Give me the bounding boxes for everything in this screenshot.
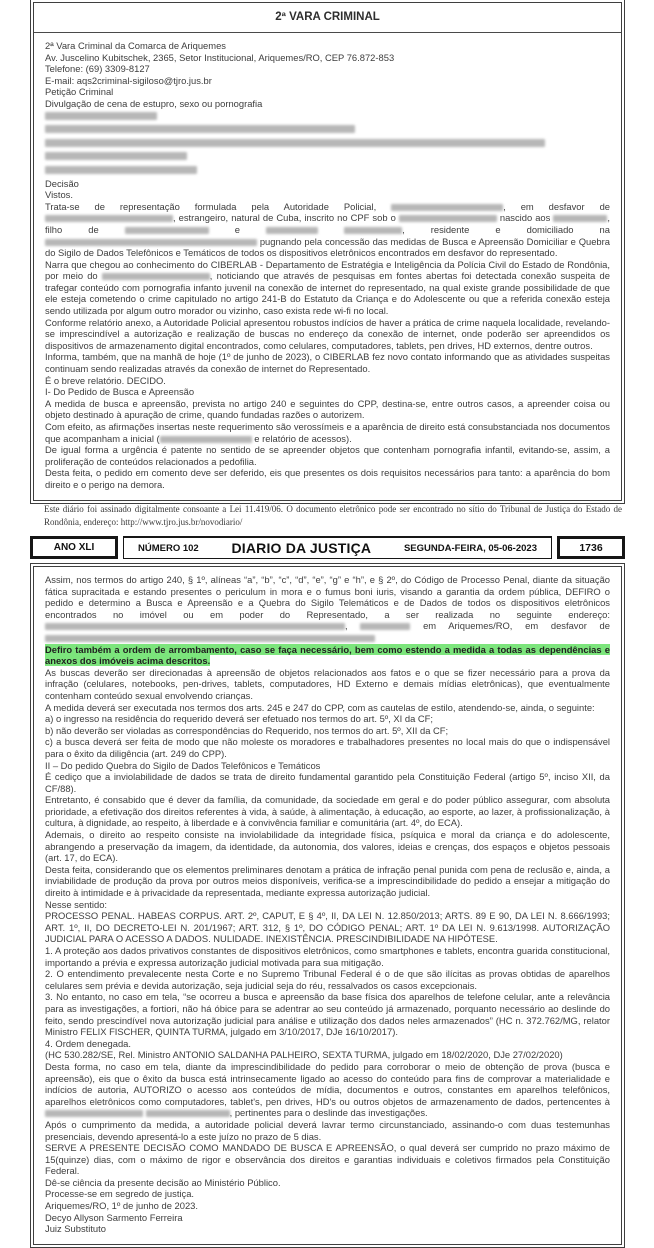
paragraph: PROCESSO PENAL. HABEAS CORPUS. ART. 2º, CAPUT, E § 4º, II, DA LEI N. 12.850/2013; ARTS. 89 E 90, DA LEI N. 8.666/1993; ART. 1º, II, DO DECRETO-LEI N. 201/1967; ART. 312, § 1º, DO CÓDIGO PENAL; ART. 1º DA LEI N. 9.613/1998. AUTORIZAÇÃO JUDICIAL PARA O ACESSO A DADOS. NULIDADE. INEXISTÊNCIA. PRESCINDIBILIDADE NA HIPÓTESE.: [45, 910, 610, 945]
redacted-line: [45, 150, 610, 164]
paragraph: Entretanto, é consabido que é dever da família, da comunidade, da sociedade em geral e do poder público assegurar, com absoluta prioridade, a efetivação dos direitos referentes à vida, à saúde, à alimentação, à educação, ao esporte, ao lazer, à profissionalização, à cultura, à dignidade, ao respeito, à liberdade e à convivência familiar e comunitária (art. 4º, do ECA).: [45, 794, 610, 829]
redacted-text: [45, 166, 197, 174]
journal-year-badge: ANO XLI: [30, 536, 118, 559]
journal-title: DIARIO DA JUSTIÇA: [231, 540, 372, 556]
paragraph: 2. O entendimento prevalecente nesta Corte e no Supremo Tribunal Federal é o de que são ilícitas as provas obtidas de aparelhos celulares sem prévia e devida autorização, seja judicial seja do réu, ressalvados os casos excepcionais.: [45, 968, 610, 991]
redacted-text: [45, 125, 355, 133]
paragraph: As buscas deverão ser direcionadas à apreensão de objetos relacionados aos fatos e o que se fizer necessário para a prova da infração (celulares, notebooks, pen-drives, tablets, computadores, HD Externo e demais mídias eletrônicas), que eventualmente contenham conteúdo sexual envolvendo crianças.: [45, 666, 610, 701]
redacted-text: [266, 227, 318, 234]
paragraph: b) não deverão ser violadas as correspondências do Requerido, nos termos do art. 5º, XII da CF;: [45, 724, 449, 736]
digital-signature-footnote: Este diário foi assinado digitalmente consoante a Lei 11.419/06. O documento eletrônico pode ser encontrado no sítio do Tribunal de Justiça do Estado de Rondônia, endereço: http://www.tjro.jus.br/novodiario/: [44, 504, 622, 527]
paragraph: Dê-se ciência da presente decisão ao Ministério Público.: [45, 1176, 281, 1188]
paragraph: É o breve relatório. DECIDO.: [45, 374, 166, 386]
paragraph: De igual forma a urgência é patente no sentido de se apreender objetos que contenham pornografia infantil, evitando-se, assim, a proliferação de conteúdos relacionados a pedofilia.: [45, 444, 610, 467]
paragraph: Desta feita, o pedido em comento deve ser deferido, eis que presentes os dois requisitos necessários para tanto: a aparência do bom direito e o perigo na demora.: [45, 467, 610, 490]
paragraph: 4. Ordem denegada.: [45, 1037, 131, 1049]
redacted-text: [45, 152, 187, 160]
paragraph: SERVE A PRESENTE DECISÃO COMO MANDADO DE BUSCA E APREENSÃO, o qual deverá ser cumprido no prazo máximo de 15(quinze) dias, com o máximo de rigor e observância dos direitos e garantias individuais e coletivos firmados pela Constituição Federal.: [45, 1142, 610, 1177]
paragraph: Desta forma, no caso em tela, diante da imprescindibilidade do pedido para corroborar o meio de obtenção de prova (busca e apreensão), eis que o êxito da busca está intrinsecamente ligado ao acesso do conteúdo para fins de comprovar a materialidade e indícios de autoria, AUTORIZO o acesso aos conteúdos de mídia, documentos e outros, constantes em aparelhos telefônicos, aparelhos eletrônicos como computadores, tablet's, pen drives, HD's ou outros objetos de armazenamento de dados, pertencentes à , pertinentes para o deslinde das investigações.: [45, 1060, 610, 1119]
journal-header-bar: [30, 536, 625, 559]
paragraph: A medida deverá ser executada nos termos dos arts. 245 e 247 do CPP, com as cautelas de estilo, atendendo-se, ainda, o seguinte:: [45, 701, 595, 713]
redacted-text: [45, 623, 345, 630]
journal-decision-document: [30, 563, 625, 1248]
redacted-text: [160, 436, 252, 443]
journal-masthead: [123, 536, 552, 559]
address-line: Divulgação de cena de estupro, sexo ou pornografia: [45, 97, 263, 109]
decision-body: [34, 33, 621, 500]
paragraph: Ariquemes/RO, 1º de junho de 2023.: [45, 1200, 198, 1212]
paragraph: Nesse sentido:: [45, 898, 108, 910]
redacted-line: [45, 110, 610, 124]
paragraph: Narra que chegou ao conhecimento do CIBERLAB - Departamento de Estratégia e Inteligência da Polícia Civil do Estado de Rondônia, por meio do , noticiando que através de pesquisas em fontes abertas foi detectada conexão suspeita de trafegar conteúdo com pornografia infanto juvenil na conexão de internet do representado, na qual existe grande possibilidade de que ele esteja cometendo o crime capitulado no artigo 241-B do Estatuto da Criança e do Adolescente ou que a referida conexão esteja sendo utilizada por algum outro morador ou vizinho, caso exista rede wi-fi no local.: [45, 258, 610, 317]
paragraph: Ademais, o direito ao respeito consiste na inviolabilidade da integridade física, psíquica e moral da criança e do adolescente, abrangendo a preservação da imagem, da identidade, da autonomia, dos valores, ideias e crenças, dos espaços e objetos pessoais (art. 17, do ECA).: [45, 829, 610, 864]
redacted-text: [553, 215, 607, 222]
paragraph: É cediço que a inviolabilidade de dados se trata de direito fundamental garantido pela Constituição Federal (artigo 5º, inciso XII, da CF/88).: [45, 771, 610, 794]
redacted-text: [399, 215, 497, 222]
paragraph: A medida de busca e apreensão, prevista no artigo 240 e seguintes do CPP, destina-se, entre outros casos, a apreender coisa ou objeto destinado à apuração de crime, quando fundadas razões o autorizem.: [45, 397, 610, 421]
paragraph: 3. No entanto, no caso em tela, “se ocorreu a busca e apreensão da base física dos aparelhos de telefone celular, ante a relevância para as investigações, a fortiori, não há óbice para se adentrar ao seu conteúdo já armazenado, porquanto necessário ao deslinde do feito, sendo prescindível nova autorização judicial para análise e utilização dos dados neles armazenados” (HC n. 372.762/MG, relator Ministro FELIX FISCHER, QUINTA TURMA, julgado em 3/10/2017, DJe 16/10/2017).: [45, 991, 610, 1038]
address-line: Petição Criminal: [45, 86, 114, 98]
paragraph: Conforme relatório anexo, a Autoridade Policial apresentou robustos indícios de haver a prática de crime naquela localidade, revelando-se imprescindível a autorização e realização de buscas no endereço da conexão de internet, onde poderão ser apreendidos os dispositivos de armazenamento digital encontrados, como celulares, computadores, tablets, pen drives, HD externos, dentre outros.: [45, 316, 610, 351]
paragraph: Assim, nos termos do artigo 240, § 1º, alíneas “a”, “b”, “c”, “d”, “e”, “g” e “h”, e § 2º, do Código de Processo Penal, diante da situação fática supracitada e estando presentes o periculum in mora e o fumus boni iuris, visando a garantia da ordem pública, DEFIRO o pedido e determino a Busca e Apreensão e a Quebra do Sigilo Telemáticos e de Dados de todos os dispositivos eletrônicos encontrados no imóvel ou em poder do Representado, a ser realizada no seguinte endereço: , em Ariquemes/RO, em desfavor de: [45, 574, 610, 644]
highlighted-paragraph: [45, 644, 610, 667]
redacted-line: [45, 123, 610, 137]
address-line: 2ª Vara Criminal da Comarca de Ariquemes: [45, 40, 226, 51]
paragraph: Desta feita, considerando que os elementos preliminares denotam a prática de infração penal punida com pena de reclusão e, ainda, a inviabilidade de produção da prova por outros meios disponíveis, verifica-se a imprescindibilidade do pedido a ensejar a mitigação do direito à intimidade e à privacidade da representada, mediante expressa autorização judicial.: [45, 863, 610, 899]
address-line: Telefone: (69) 3309-8127: [45, 63, 150, 75]
journal-date: SEGUNDA-FEIRA, 05-06-2023: [403, 542, 537, 554]
paragraph: Processe-se em segredo de justiça.: [45, 1188, 195, 1200]
highlighted-text: Defiro também a ordem de arrombamento, caso se faça necessário, bem como estendo a medida a todas as dependências e anexos dos imóveis acima descritos.: [45, 643, 610, 667]
redacted-text: [360, 623, 410, 630]
journal-decision-inner-frame: [33, 566, 622, 1245]
redacted-text: [45, 635, 375, 642]
redacted-text: [102, 273, 210, 280]
redacted-text: [344, 227, 402, 234]
journal-page-number: 1736: [557, 536, 625, 559]
redacted-text: [45, 239, 257, 246]
address-line: E-mail: aqs2criminal-sigiloso@tjro.jus.br: [45, 74, 212, 86]
address-line: Av. Juscelino Kubitschek, 2365, Setor Institucional, Ariquemes/RO, CEP 76.872-853: [45, 51, 395, 63]
court-decision-document: [30, 0, 625, 504]
signature-role: Juiz Substituto: [45, 1223, 106, 1235]
redacted-line: [45, 137, 610, 151]
redacted-text: [146, 1110, 230, 1117]
journal-issue-number: NÚMERO 102: [138, 542, 199, 554]
signature-name: Decyo Allyson Sarmento Ferreira: [45, 1211, 183, 1223]
paragraph: I- Do Pedido de Busca e Apreensão: [45, 386, 195, 398]
paragraph: Trata-se de representação formulada pela Autoridade Policial, , em desfavor de , estrangeiro, natural de Cuba, inscrito no CPF sob o nascido aos , filho de e , residente e domiciliado na pugnando pela concessão das medidas de Busca e Apreensão Domiciliar e Quebra do Sigilo de Dados Telefônicos e Temáticos de todos os dispositivos eletrônicos encontrados em desfavor do representado.: [45, 200, 611, 259]
paragraph: (HC 530.282/SE, Rel. Ministro ANTONIO SALDANHA PALHEIRO, SEXTA TURMA, julgado em 18/02/2020, DJe 27/02/2020): [45, 1049, 563, 1061]
paragraph: Decisão: [45, 177, 79, 189]
redacted-text: [45, 139, 545, 147]
paragraph: Com efeito, as afirmações insertas neste requerimento são verossímeis e a aparência de direito está consubstanciada nos documentos que acompanham a inicial ( e relatório de acessos).: [45, 421, 610, 444]
court-decision-inner-frame: [33, 2, 622, 501]
redacted-text: [391, 204, 503, 211]
redacted-line: [45, 164, 610, 178]
document-title: 2ª VARA CRIMINAL: [34, 3, 621, 33]
paragraph: c) a busca deverá ser feita de modo que não moleste os moradores e trabalhadores presentes no local mais do que o indispensável para o êxito da diligência (art. 249 do CPP).: [45, 736, 610, 759]
redacted-text: [45, 112, 157, 120]
paragraph: II – Do pedido Quebra do Sigilo de Dados Telefônicos e Temáticos: [45, 759, 321, 771]
redacted-text: [45, 215, 173, 222]
journal-decision-body: [34, 567, 621, 1244]
redacted-text: [45, 1110, 143, 1117]
paragraph: 1. A proteção aos dados privativos constantes de dispositivos eletrônicos, como smartphones e tablets, encontra guarida constitucional, importando a prévia e expressa autorização judicial motivada para sua mitigação.: [45, 945, 610, 968]
paragraph: a) o ingresso na residência do requerido deverá ser efetuado nos termos do art. 5º, XI da CF;: [45, 713, 434, 725]
paragraph: Vistos.: [45, 189, 73, 201]
paragraph: Após o cumprimento da medida, a autoridade policial deverá lavrar termo circunstanciado, assinando-o com duas testemunhas presenciais, devendo apresentá-lo a este juízo no prazo de 5 dias.: [45, 1118, 610, 1142]
paragraph: Informa, também, que na manhã de hoje (1º de junho de 2023), o CIBERLAB fez novo contato informando que as atividades suspeitas continuam sendo realizadas através da conexão de internet do Representado.: [45, 351, 610, 375]
redacted-text: [125, 227, 209, 234]
